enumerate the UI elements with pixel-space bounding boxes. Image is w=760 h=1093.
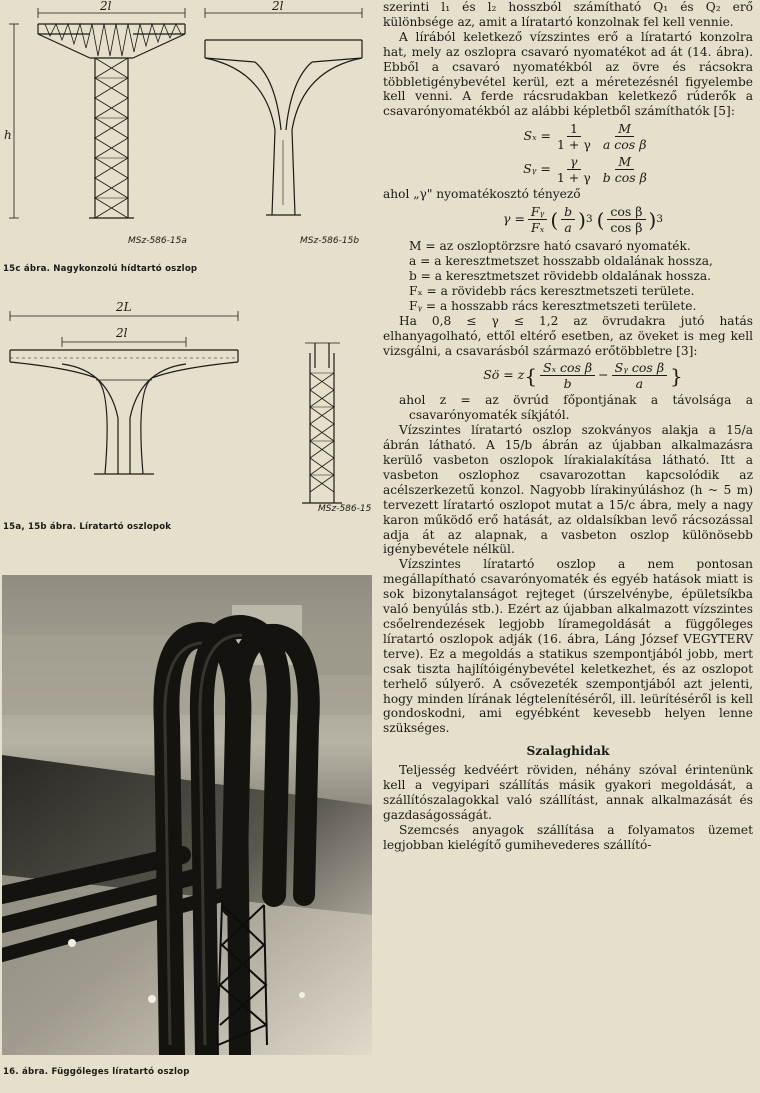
dim-2L: 2L	[116, 300, 132, 314]
paragraph-2: A lírából keletkező vízszintes erő a líratartó konzolra hat, mely az oszlopra csavaró nyomatékot ad át (14. ábra). Ebből a csavaró nyomatékból az övre és rácsokra többletigénybevétel kerül, ezt a méretezésnél figyelembe kell venni. A ferde rácsrudakban keletkező rúderők a csavarónyomatékból az alábbi képletből számíthatók [5]:	[383, 29, 753, 119]
formula-so-frac1	[540, 360, 595, 391]
section-title-szalaghidak: Szalaghidak	[526, 744, 610, 759]
dim-2l-right: 2l	[272, 0, 284, 13]
formula-sx-d2: a cos β	[602, 137, 647, 153]
formula-so-lhs: Sö = z	[483, 367, 525, 383]
figure-16-photo	[2, 575, 372, 1055]
figure-15c-caption: 15c ábra. Nagykonzolú hídtartó oszlop	[3, 264, 198, 274]
formula-sx-d1: 1 + γ	[557, 137, 591, 153]
formula-gamma	[413, 204, 753, 235]
dim-h: h	[4, 128, 12, 142]
paragraph-8: Teljesség kedvéért röviden, néhány szóval érintenünk kell a vegyipari szállítás másik gyakori megoldását, a szállítószalagokkal való szállítást, annak alkalmazását és gazdaságosságát.	[383, 763, 753, 822]
paren-open-2: (	[596, 207, 605, 232]
formula-sy-lhs: Sᵧ =	[523, 161, 551, 177]
figure-15c	[0, 0, 372, 262]
formula-gamma-exp2: 3	[656, 213, 663, 226]
dim-2l-left: 2l	[100, 0, 112, 13]
definition-a: a = a keresztmetszet hosszabb oldalának hossza,	[409, 254, 713, 269]
formula-gamma-lhs: γ =	[503, 211, 525, 227]
figure-15ab	[0, 298, 372, 516]
formula-gamma-frac1	[528, 204, 547, 235]
brace-open: {	[524, 363, 538, 388]
formula-sx-n1: 1	[567, 121, 581, 137]
formula-gamma-n1: Fᵧ	[528, 204, 547, 220]
paren-close-1: )	[578, 207, 586, 232]
formula-so	[413, 360, 753, 391]
formula-gamma-exp1: 3	[585, 213, 593, 226]
paragraph-6: Vízszintes líratartó oszlop szokványos alakja a 15/a ábrán látható. A 15/b ábrán az újabban alkalmazásra kerülő vasbeton oszlopok lírakialakítása látható. Itt a vasbeton oszlophoz csavarozottan kapcsolódik az acélszerkezetű konzol. Nagyobb lírakinyúláshoz (h ~ 5 m) tervezett líratartó oszlopot mutat a 15/c ábra, mely a nagy karon működő erő hatását, az oldalsíkban levő rácsozással adja át az alapnak, a vasbeton oszlop különösebb igénybevétele nélkül.	[383, 423, 753, 557]
figure-15c-drawing	[0, 0, 372, 262]
paragraph-4: Ha 0,8 ≤ γ ≤ 1,2 az övrudakra jutó hatás elhanyagolható, ettől eltérő esetben, az öveket is meg kell vizsgálni, a csavarásból származó erőtöbbletre [3]:	[383, 313, 753, 358]
brace-close: }	[670, 363, 683, 388]
formula-gamma-n2: b	[561, 204, 575, 220]
formula-gamma-d3: cos β	[610, 220, 643, 236]
dim-2l-inner: 2l	[116, 326, 128, 340]
formula-sx	[423, 121, 753, 152]
definition-fy: Fᵧ = a hosszabb rács keresztmetszeti területe.	[409, 298, 697, 313]
text-column	[383, 0, 753, 853]
formula-gamma-n3: cos β	[607, 204, 645, 220]
definition-b: b = a keresztmetszet rövidebb oldalának hossza.	[409, 268, 711, 283]
standard-label-left: MSz-586-15a	[128, 236, 187, 246]
formula-sy-d2: b cos β	[602, 170, 647, 186]
formula-gamma-frac3	[607, 204, 645, 235]
formula-sx-frac2	[600, 121, 650, 152]
minus-sign: −	[598, 367, 609, 383]
paren-open-1: (	[550, 207, 559, 232]
definition-m: M = az oszloptörzsre ható csavaró nyomaték.	[409, 239, 691, 254]
paragraph-5: ahol z = az övrúd főpontjának a távolsága a csavarónyomaték síkjától.	[399, 393, 753, 423]
definition-fx: Fₓ = a rövidebb rács keresztmetszeti területe.	[409, 283, 695, 298]
formula-so-d2: a	[635, 376, 644, 392]
formula-gamma-d1: Fₓ	[531, 220, 545, 236]
formula-so-frac2	[612, 360, 667, 391]
standard-label-right: MSz-586-15b	[300, 236, 360, 246]
formula-gamma-d2: a	[564, 220, 572, 236]
paragraph-9: Szemcsés anyagok szállítása a folyamatos üzemet legjobban kielégítő gumihevederes szállító-	[383, 822, 753, 852]
paren-close-2: )	[648, 207, 657, 232]
formula-sy	[423, 154, 753, 185]
paragraph-3: ahol „γ" nyomatékosztó tényező	[383, 187, 581, 202]
formula-gamma-frac2	[561, 204, 575, 235]
formula-sy-n2: M	[615, 154, 634, 170]
figure-15ab-caption: 15a, 15b ábra. Líratartó oszlopok	[3, 522, 172, 532]
formula-sx-lhs: Sₓ =	[523, 128, 551, 144]
formula-sy-frac1	[554, 154, 594, 185]
paragraph-7: Vízszintes líratartó oszlop a nem pontosan megállapítható csavarónyomaték és egyéb hatások miatt is sok bizonytalanságot rejteget (úrszelvénybe, épületsíkba való benyúlás stb.). Ezért az újabban alkalmazott vízszintes csőelrendezések legjobb líramegoldását a függőleges líratartó oszlopok adják (16. ábra, Láng József VEGYTERV terve). Ez a megoldás a statikus szempontjából jobb, mert csak tiszta hajlítóigénybevétel keletkezhet, és az oszlopot terhelő súlyerő. A csővezeték szempontjából azt jelenti, hogy minden lírának légtelenítéséről, ill. leürítéséről is kell gondoskodni, ami egyébként kevesebb helyen lenne szükséges.	[383, 557, 753, 736]
formula-sx-n2: M	[615, 121, 634, 137]
formula-sy-d1: 1 + γ	[556, 170, 591, 186]
figure-15ab-drawing	[0, 298, 372, 516]
pipe-loop-photo	[2, 575, 372, 1055]
formula-sy-n1: γ	[567, 154, 580, 170]
formula-so-n2: Sᵧ cos β	[612, 360, 667, 376]
standard-label-15: MSz-586-15	[318, 504, 372, 514]
formula-sy-frac2	[600, 154, 650, 185]
paragraph-1: szerinti l₁ és l₂ hosszból számítható Q₁ és Q₂ erő különbsége az, amit a líratartó konzolnak fel kell vennie.	[383, 0, 753, 29]
figure-16-caption: 16. ábra. Függőleges líratartó oszlop	[3, 1067, 190, 1077]
formula-so-n1: Sₓ cos β	[540, 360, 595, 376]
formula-so-d1: b	[563, 376, 572, 392]
formula-sx-frac1	[554, 121, 594, 152]
